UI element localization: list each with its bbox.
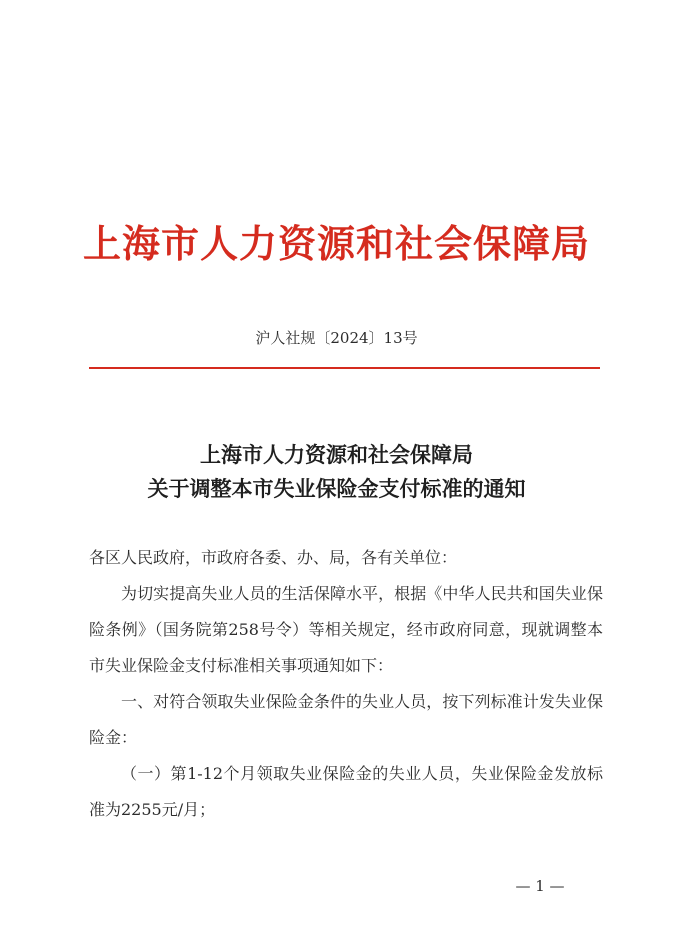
paragraph-item-one: 一、对符合领取失业保险金条件的失业人员，按下列标准计发失业保险金： [89, 692, 603, 747]
document-title [0, 438, 673, 506]
title-line-2: 关于调整本市失业保险金支付标准的通知 [147, 476, 526, 501]
paragraph-sub-item-one: （一）第1-12个月领取失业保险金的失业人员，失业保险金发放标准为2255元/月； [89, 764, 603, 819]
paragraph-intro: 为切实提高失业人员的生活保障水平，根据《中华人民共和国失业保险条例》（国务院第258号令）等相关规定，经市政府同意，现就调整本市失业保险金支付标准相关事项通知如下： [89, 584, 603, 675]
document-body [89, 540, 603, 828]
page-number: — 1 — [515, 877, 565, 895]
document-number: 沪人社规〔2024〕13号 [255, 329, 418, 347]
salutation: 各区人民政府，市政府各委、办、局，各有关单位： [89, 548, 458, 567]
red-divider-rule [89, 367, 600, 369]
title-line-1: 上海市人力资源和社会保障局 [200, 442, 473, 467]
issuing-authority-header: 上海市人力资源和社会保障局 [82, 221, 590, 266]
